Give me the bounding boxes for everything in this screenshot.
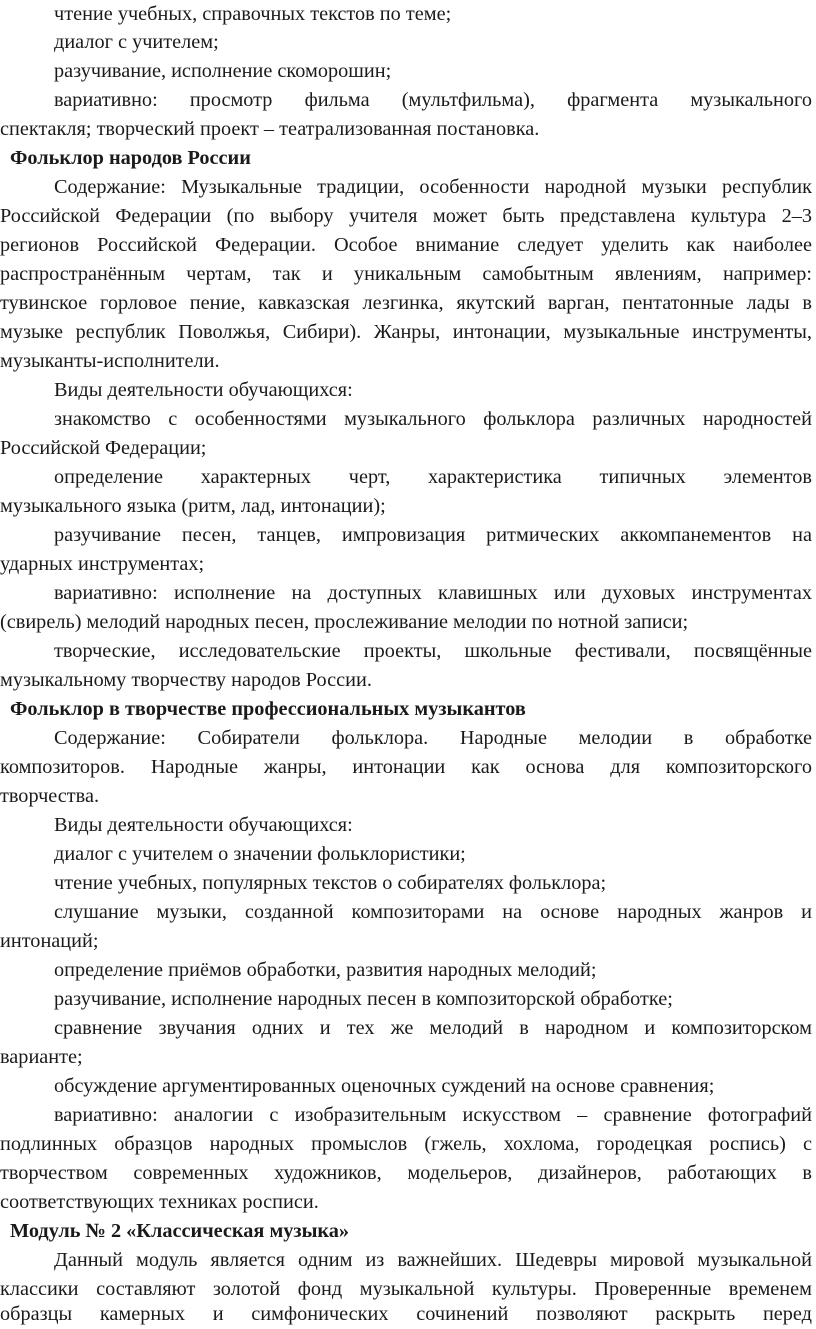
text-line: образцы камерных и симфонических сочинений позволяют раскрыть перед [0, 1303, 812, 1325]
text-line: классики составляют золотой фонд музыкальной культуры. Проверенные временем [0, 1278, 812, 1300]
text-line: разучивание, исполнение народных песен в композиторской обработке; [54, 988, 673, 1010]
text-line: сравнение звучания одних и тех же мелодий в народном и композиторском [54, 1017, 812, 1039]
text-line: слушание музыки, созданной композиторами на основе народных жанров и [54, 901, 812, 923]
text-line: творчеством современных художников, модельеров, дизайнеров, работающих в [0, 1162, 812, 1184]
text-line: диалог с учителем; [54, 31, 219, 53]
text-line: интонаций; [0, 930, 99, 952]
text-line: определение характерных черт, характеристика типичных элементов [54, 466, 812, 488]
section-heading-folklore: Фольклор народов России [10, 147, 251, 169]
text-line: вариативно: просмотр фильма (мультфильма), фрагмента музыкального [54, 89, 812, 111]
text-line: Содержание: Музыкальные традиции, особенности народной музыки республик [54, 176, 812, 198]
section-heading-professional-folklore: Фольклор в творчестве профессиональных музыкантов [10, 698, 526, 720]
text-line: вариативно: аналогии с изобразительным искусством – сравнение фотографий [54, 1104, 812, 1126]
text-line: регионов Российской Федерации. Особое внимание следует уделить как наиболее [0, 234, 812, 256]
text-line: музыкальному творчеству народов России. [0, 669, 372, 691]
text-line: чтение учебных, справочных текстов по теме; [54, 3, 452, 25]
text-line: подлинных образцов народных промыслов (гжель, хохлома, городецкая роспись) с [0, 1133, 812, 1155]
text-line: определение приёмов обработки, развития народных мелодий; [54, 959, 597, 981]
text-line: музыкального языка (ритм, лад, интонации); [0, 495, 386, 517]
text-line: обсуждение аргументированных оценочных суждений на основе сравнения; [54, 1075, 715, 1097]
text-line: разучивание песен, танцев, импровизация ритмических аккомпанементов на [54, 524, 812, 546]
text-line: Данный модуль является одним из важнейших. Шедевры мировой музыкальной [54, 1249, 812, 1271]
text-line: музыке республик Поволжья, Сибири). Жанры, интонации, музыкальные инструменты, [0, 321, 812, 343]
text-line: тувинское горловое пение, кавказская лезгинка, якутский варган, пентатонные лады в [0, 292, 812, 314]
text-line: распространённым чертам, так и уникальным самобытным явлениям, например: [0, 263, 812, 285]
text-line: творческие, исследовательские проекты, школьные фестивали, посвящённые [54, 640, 812, 662]
text-line: Российской Федерации; [0, 437, 207, 459]
text-line: композиторов. Народные жанры, интонации как основа для композиторского [0, 756, 812, 778]
section-heading-module-2: Модуль № 2 «Классическая музыка» [10, 1220, 350, 1242]
text-line: музыканты-исполнители. [0, 350, 220, 372]
text-line: диалог с учителем о значении фольклористики; [54, 843, 466, 865]
text-line: (свирель) мелодий народных песен, прослеживание мелодии по нотной записи; [0, 611, 689, 633]
text-line: ударных инструментах; [0, 553, 205, 575]
text-line: разучивание, исполнение скоморошин; [54, 60, 392, 82]
text-line: Виды деятельности обучающихся: [54, 814, 353, 836]
text-line: Виды деятельности обучающихся: [54, 379, 353, 401]
text-line: Российской Федерации (по выбору учителя может быть представлена культура 2–3 [0, 205, 812, 227]
text-line: варианте; [0, 1046, 83, 1068]
text-line: чтение учебных, популярных текстов о собирателях фольклора; [54, 872, 607, 894]
text-line: соответствующих техниках росписи. [0, 1191, 319, 1213]
text-line: вариативно: исполнение на доступных клавишных или духовых инструментах [54, 582, 812, 604]
text-line: Содержание: Собиратели фольклора. Народные мелодии в обработке [54, 727, 812, 749]
text-line: творчества. [0, 785, 100, 807]
text-line: спектакля; творческий проект – театрализованная постановка. [0, 118, 540, 140]
text-line: знакомство с особенностями музыкального фольклора различных народностей [54, 408, 812, 430]
